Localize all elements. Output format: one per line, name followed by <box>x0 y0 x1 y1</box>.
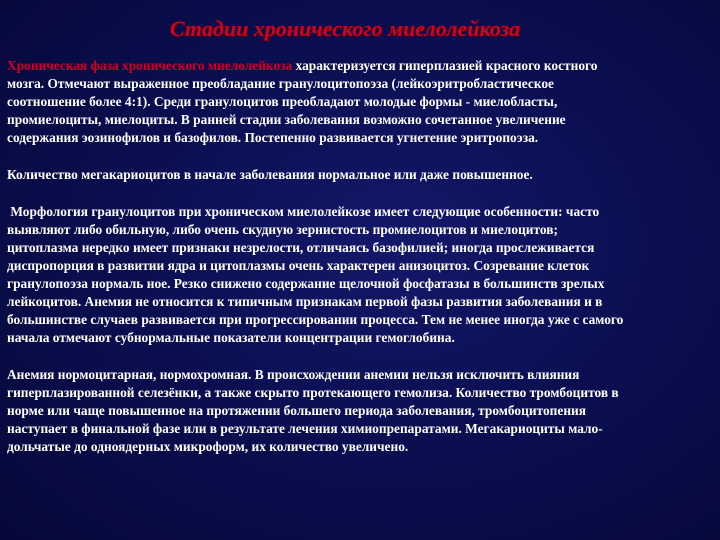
text-line: Анемия нормоцитарная, нормохромная. В происхождении анемии нельзя исключить влияния <box>7 367 580 382</box>
text-line: дольчатые до одноядерных микроформ, их количество увеличено. <box>7 439 409 454</box>
line-text: характеризуется гиперплазией красного костного <box>292 58 598 73</box>
paragraph-megakaryocytes <box>7 166 718 184</box>
text-line: мозга. Отмечают выраженное преобладание гранулоцитопоэза (лейкоэритробластическое <box>7 76 554 91</box>
text-line: норме или чаще повышенное на протяжении большего периода заболевания, тромбоцитопения <box>7 403 586 418</box>
slide-title: Стадии хронического миелолейкоза <box>169 16 521 41</box>
paragraph-chronic-phase <box>7 57 718 147</box>
paragraph-granulocyte-morphology <box>7 203 718 347</box>
text-line: выявляют либо обильную, либо очень скудную зернистость промиелоцитов и миелоцитов; <box>7 222 558 237</box>
highlighted-term: Хроническая фаза хронического миелолейкоза <box>7 58 293 73</box>
text-line: соотношение более 4:1). Среди гранулоцитов преобладают молодые формы - миелобласты, <box>7 94 558 109</box>
text-line: начала отмечают субнормальные показатели концентрации гемоглобина. <box>7 330 455 345</box>
text-line: лейкоцитов. Анемия не относится к типичным признакам первой фазы развития заболевания и в <box>7 294 603 309</box>
text-line <box>7 57 718 75</box>
text-line: наступает в финальной фазе или в результате лечения химиопрепаратами. Мегакариоциты мало- <box>7 421 603 436</box>
text-line: содержания эозинофилов и базофилов. Постепенно развивается угнетение эритропоэза. <box>7 130 539 145</box>
paragraph-anemia <box>7 366 718 456</box>
text-line: диспропорция в развитии ядра и цитоплазмы очень характерен анизоцитоз. Созревание клеток <box>7 258 590 273</box>
text-line: Морфология гранулоцитов при хроническом миелолейкозе имеет следующие особенности: часто <box>7 204 600 219</box>
text-line: цитоплазма нередко имеет признаки незрелости, отличаясь базофилией; иногда прослеживается <box>7 240 595 255</box>
text-line: Количество мегакариоцитов в начале заболевания нормальное или даже повышенное. <box>7 167 533 182</box>
text-line: большинстве случаев развивается при прогрессировании процесса. Тем не менее иногда уже с самого <box>7 312 624 327</box>
text-line: гиперплазированной селезёнки, а также скрыто протекающего гемолиза. Количество тромбоцитов в <box>7 385 619 400</box>
text-line: гранулопоэза нормаль ное. Резко снижено содержание щелочной фосфатазы в большинств зрелых <box>7 276 605 291</box>
slide-body <box>7 57 718 475</box>
text-line: промиелоциты, миелоциты. В ранней стадии заболевания возможно сочетанное увеличение <box>7 112 566 127</box>
